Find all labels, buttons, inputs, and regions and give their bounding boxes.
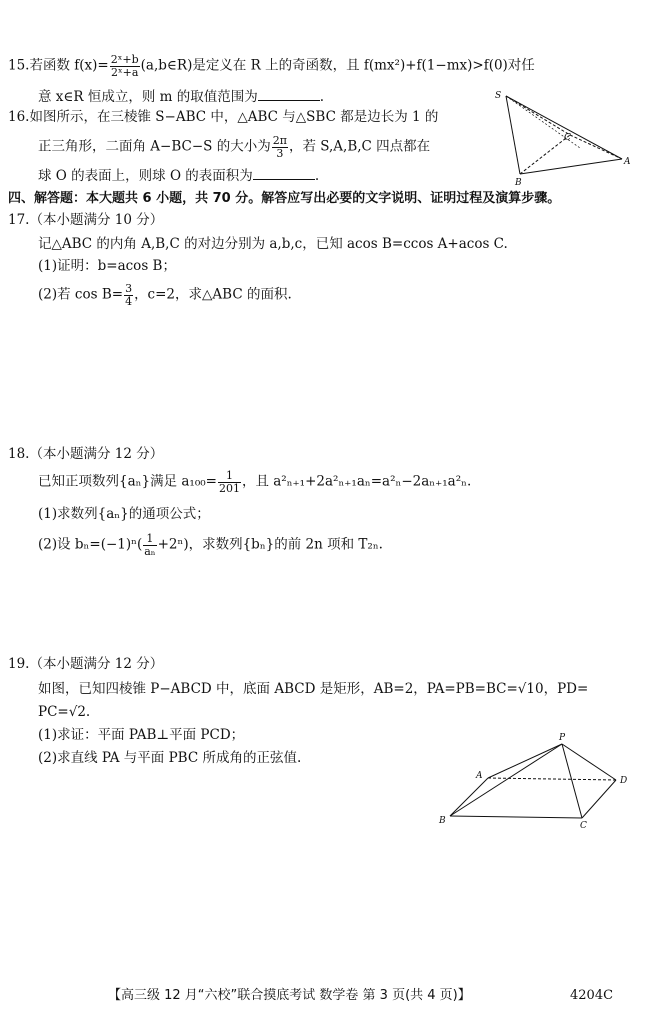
q18-stem-a: 已知正项数列{aₙ}满足 a₁₀₀= <box>38 473 217 490</box>
edge-bc <box>450 816 582 818</box>
edge-sb <box>506 96 520 174</box>
q18-stem-b: ，且 a²ₙ₊₁+2a²ₙ₊₁aₙ=a²ₙ−2aₙ₊₁a²ₙ. <box>241 473 472 490</box>
label-a: A <box>624 157 631 167</box>
q15-frac-num: 2ˣ+b <box>110 53 139 66</box>
q18-header: 18.（本小题满分 12 分） <box>8 446 164 462</box>
q16-line2b: ，若 S,A,B,C 四点都在 <box>288 138 431 155</box>
q18-frac-num: 1 <box>218 470 241 483</box>
q15-lead: 若函数 f(x)= <box>29 57 109 74</box>
q16-line3 <box>38 168 319 184</box>
edge-cd <box>582 780 616 818</box>
q19-line1: 如图，已知四棱锥 P−ABCD 中，底面 ABCD 是矩形，AB=2，PA=PB=BC=√10，PD= <box>38 681 589 697</box>
q18-frac2-den: aₙ <box>144 544 156 558</box>
q16-line2a: 正三角形，二面角 A−BC−S 的大小为 <box>38 138 271 155</box>
label-c: C <box>580 821 587 830</box>
q18-stem <box>38 470 471 494</box>
footer-page-info: 【高三级 12 月“六校”联合摸底考试 数学卷 第 3 页(共 4 页)】 <box>108 988 471 1003</box>
q17-part2b: ，c=2，求△ABC 的面积. <box>134 286 292 303</box>
q16-tetrahedron-figure <box>492 88 632 188</box>
label-p: P <box>559 733 566 743</box>
q18-part1: (1)求数列{aₙ}的通项公式； <box>38 506 210 522</box>
q17-part1: (1)证明：b=acos B； <box>38 258 176 274</box>
q16-answer-blank[interactable] <box>253 168 315 180</box>
q17-stem: 记△ABC 的内角 A,B,C 的对边分别为 a,b,c，已知 acos B=ccos A+acos C. <box>38 236 508 252</box>
q15-line2-text: 意 x∈R 恒成立，则 m 的取值范围为 <box>38 89 258 105</box>
q18-part2a: (2)设 bₙ=(−1)ⁿ( <box>38 536 143 553</box>
q19-line2: PC=√2. <box>38 704 91 720</box>
q18-frac2-num: 1 <box>143 533 156 546</box>
q15-condition: (a,b∈R)是定义在 R 上的奇函数，且 f(mx²)+f(1−mx)>f(0)对任 <box>140 57 535 74</box>
q19-part1: (1)求证：平面 PAB⊥平面 PCD； <box>38 727 245 743</box>
label-c: C <box>564 133 571 143</box>
edge-ba <box>450 778 488 816</box>
q17-part2 <box>38 283 292 307</box>
q16-end: . <box>314 168 320 184</box>
label-a: A <box>476 771 483 781</box>
q19-part2: (2)求直线 PA 与平面 PBC 所成角的正弦值. <box>38 750 302 766</box>
q15-frac-den: 2ˣ+a <box>110 65 139 79</box>
edge-pb <box>450 744 562 816</box>
edge-pa <box>488 744 562 778</box>
q15-number: 15. <box>8 57 30 74</box>
q18-part2 <box>38 533 383 557</box>
label-d: D <box>620 776 628 786</box>
q16-number: 16. <box>8 109 30 125</box>
q16-line1 <box>8 109 438 125</box>
q17-fraction <box>124 283 133 307</box>
label-b: B <box>515 178 522 188</box>
q17-frac-den: 4 <box>125 294 133 308</box>
q15-fraction <box>110 54 140 78</box>
edge-ab <box>520 159 622 174</box>
q17-header: 17.（本小题满分 10 分） <box>8 212 164 228</box>
q16-fraction <box>272 135 288 159</box>
q19-pyramid-figure <box>432 728 642 830</box>
q19-header: 19.（本小题满分 12 分） <box>8 656 164 672</box>
q17-part2a: (2)若 cos B= <box>38 286 124 303</box>
q15-answer-blank[interactable] <box>258 89 320 101</box>
q15-end: . <box>319 89 325 105</box>
q15-line2 <box>38 89 324 105</box>
q18-part2b: +2ⁿ)，求数列{bₙ}的前 2n 项和 T₂ₙ. <box>157 536 383 553</box>
q16-line2 <box>38 135 430 159</box>
edge-ac <box>570 135 622 159</box>
q16-line1-text: 如图所示，在三棱锥 S−ABC 中，△ABC 与△SBC 都是边长为 1 的 <box>29 109 439 125</box>
q16-frac-num: 2π <box>272 134 287 147</box>
q17-frac-num: 3 <box>125 282 133 295</box>
q16-frac-den: 3 <box>276 146 284 160</box>
q18-fraction2 <box>143 533 156 557</box>
q18-fraction <box>218 470 241 494</box>
edge-sa <box>506 96 622 159</box>
footer-code: 4204C <box>570 988 614 1003</box>
q18-frac-den: 201 <box>218 481 240 495</box>
edge-sc <box>506 96 570 135</box>
section4-title: 四、解答题：本大题共 6 小题，共 70 分。解答应写出必要的文字说明、证明过程及演算步骤。 <box>8 191 561 206</box>
label-s: S <box>495 91 502 101</box>
label-b: B <box>439 816 446 826</box>
q15-line1 <box>8 54 535 78</box>
q16-line3-text: 球 O 的表面上，则球 O 的表面积为 <box>38 168 253 184</box>
